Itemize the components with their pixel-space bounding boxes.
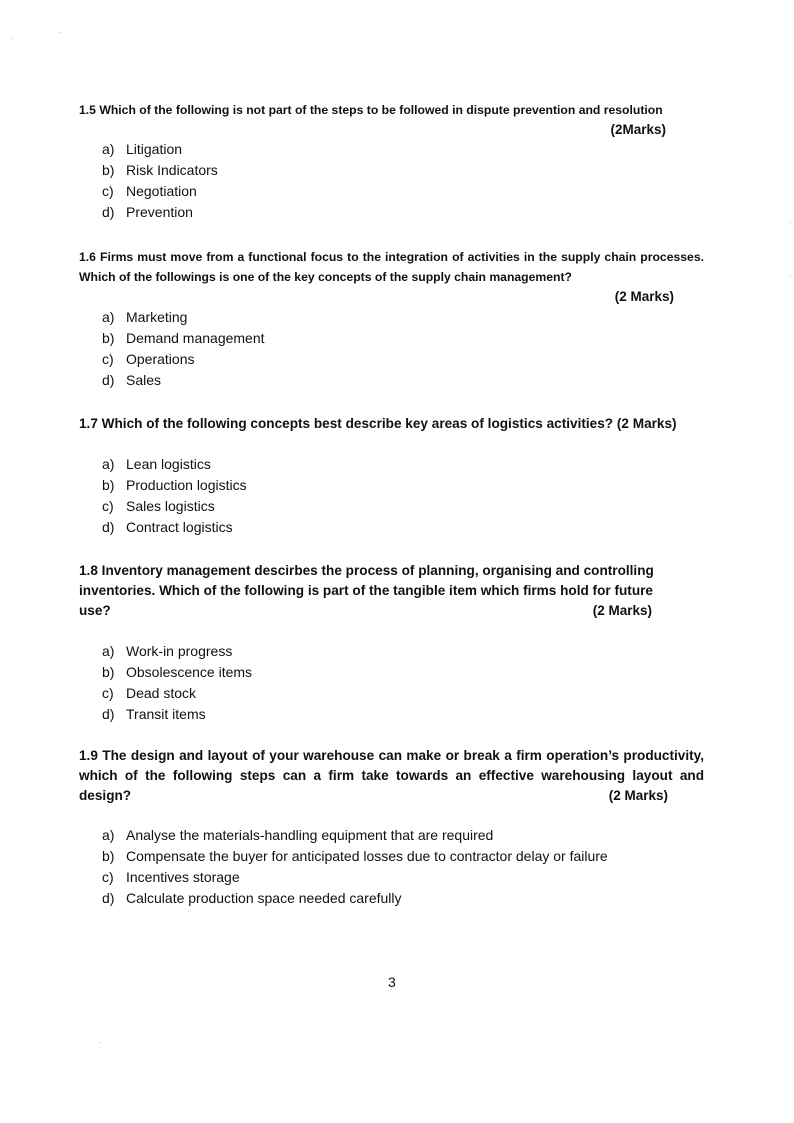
option-1-6-d[interactable]: d) Sales [102, 372, 162, 388]
option-1-5-c[interactable]: c) Negotiation [102, 183, 197, 199]
option-text: Litigation [126, 141, 183, 157]
question-marks: (2Marks) [610, 122, 666, 137]
question-text: 1.7 Which of the following concepts best describe key areas of logistics activities? (2 Marks) [79, 416, 677, 431]
option-text: Risk Indicators [126, 162, 218, 178]
question-1-6 [79, 247, 704, 307]
option-1-9-d[interactable]: d) Calculate production space needed carefully [102, 890, 402, 906]
option-1-7-a[interactable]: a) Lean logistics [102, 456, 211, 472]
option-text: Marketing [126, 309, 188, 325]
option-text: Demand management [126, 330, 265, 346]
scan-speck [790, 222, 791, 223]
scan-speck [790, 275, 791, 276]
option-1-8-a[interactable]: a) Work-in progress [102, 643, 233, 659]
option-text: Calculate production space needed carefully [126, 890, 402, 906]
question-text: 1.9 The design and layout of your warehouse can make or break a firm operation’s productivity, which of the following steps can a firm take towards an effective warehousing layout and design? [79, 748, 704, 803]
option-text: Contract logistics [126, 519, 233, 535]
question-marks: (2 Marks) [616, 416, 677, 431]
question-text: 1.6 Firms must move from a functional focus to the integration of activities in the supply chain processes. Which of the followings is one of the key concepts of the supply chain management? [79, 250, 704, 284]
option-1-6-b[interactable]: b) Demand management [102, 330, 265, 346]
option-text: Work-in progress [126, 643, 233, 659]
option-1-8-b[interactable]: b) Obsolescence items [102, 664, 253, 680]
question-1-8 [79, 561, 679, 621]
option-text: Sales [126, 372, 162, 388]
option-text: Incentives storage [126, 869, 240, 885]
question-text: 1.8 Inventory management descirbes the process of planning, organising and controlling inventories. Which of the following is part of the tangible item which firms hold for future use? [79, 563, 654, 618]
scan-speck [60, 32, 61, 33]
option-text: Compensate the buyer for anticipated losses due to contractor delay or failure [126, 848, 608, 864]
question-1-9 [79, 746, 704, 806]
option-text: Lean logistics [126, 456, 211, 472]
option-1-9-c[interactable]: c) Incentives storage [102, 869, 240, 885]
question-1-7 [79, 414, 719, 434]
option-text: Dead stock [126, 685, 197, 701]
question-1-5 [79, 100, 704, 140]
option-1-6-a[interactable]: a) Marketing [102, 309, 188, 325]
option-1-8-c[interactable]: c) Dead stock [102, 685, 197, 701]
option-1-9-b[interactable]: b) Compensate the buyer for anticipated losses due to contractor delay or failure [102, 848, 608, 864]
option-1-5-a[interactable]: a) Litigation [102, 141, 183, 157]
option-text: Production logistics [126, 477, 247, 493]
option-text: Operations [126, 351, 195, 367]
option-text: Analyse the materials-handling equipment that are required [126, 827, 494, 843]
option-text: Transit items [126, 706, 206, 722]
option-text: Sales logistics [126, 498, 215, 514]
question-marks: (2 Marks) [592, 603, 652, 618]
option-text: Negotiation [126, 183, 197, 199]
scan-speck [100, 1042, 101, 1043]
scan-speck [12, 38, 13, 39]
option-1-7-b[interactable]: b) Production logistics [102, 477, 247, 493]
option-1-5-d[interactable]: d) Prevention [102, 204, 193, 220]
question-marks: (2 Marks) [608, 788, 668, 803]
question-marks: (2 Marks) [614, 289, 674, 304]
option-text: Obsolescence items [126, 664, 253, 680]
option-1-6-c[interactable]: c) Operations [102, 351, 195, 367]
option-1-7-d[interactable]: d) Contract logistics [102, 519, 233, 535]
option-1-9-a[interactable]: a) Analyse the materials-handling equipment that are required [102, 827, 494, 843]
option-text: Prevention [126, 204, 193, 220]
page-number: 3 [388, 974, 396, 990]
option-1-7-c[interactable]: c) Sales logistics [102, 498, 215, 514]
option-1-8-d[interactable]: d) Transit items [102, 706, 206, 722]
question-text: 1.5 Which of the following is not part of the steps to be followed in dispute prevention and resolution [79, 103, 663, 117]
option-1-5-b[interactable]: b) Risk Indicators [102, 162, 218, 178]
